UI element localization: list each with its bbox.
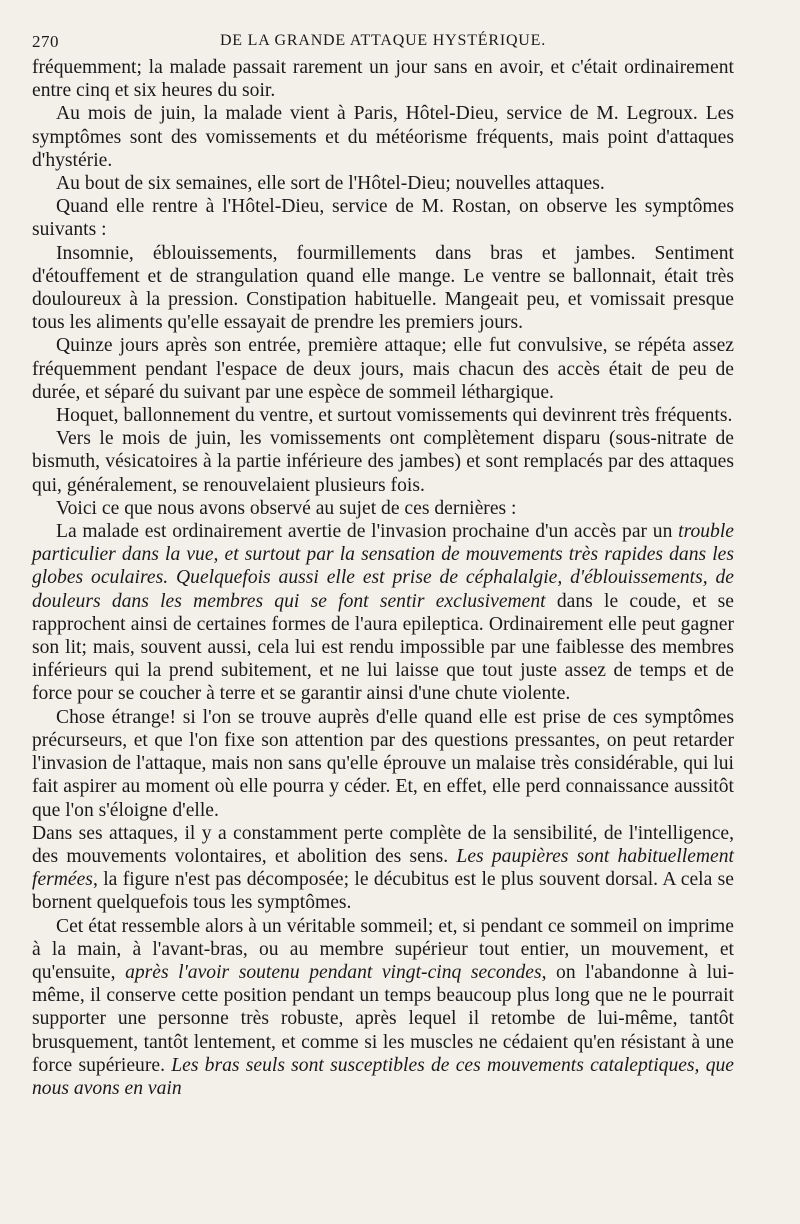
text-run: Hoquet, ballonnement du ventre, et surtout vomissements qui devinrent très fréquents. — [56, 405, 733, 427]
text-run: La malade est ordinairement avertie de l'invasion prochaine d'un accès par un — [56, 521, 679, 543]
paragraph — [32, 56, 734, 102]
text-run: , on l'abandonne à lui-même, il conserve cette position pendant un temps beaucoup plus long que ne le pourrait supporter une personne très robuste, après lequel il retombe de lui-même, tantôt brusquement, tantôt lentement, et comme si les muscles ne cédaient qu'en résistant à une force supérieure. — [32, 961, 734, 1076]
paragraph — [32, 195, 734, 241]
paragraph — [32, 822, 734, 915]
paragraph — [32, 404, 734, 427]
page-number: 270 — [32, 32, 59, 51]
paragraph — [32, 102, 734, 172]
text-run: Au bout de six semaines, elle sort de l'Hôtel-Dieu; nouvelles attaques. — [56, 173, 605, 195]
italic-run: trouble particulier dans la vue, et surtout par la sensation de mouvements très rapides dans les globes oculaires. Quelquefois aussi elle est prise de céphalalgie, d'éblouissements, de douleurs dans les membres qui se font sentir exclusivement — [32, 521, 734, 612]
text-run: , la figure n'est pas décomposée; le décubitus est le plus souvent dorsal. A cela se bornent quelquefois tous les symptômes. — [32, 869, 734, 914]
paragraph — [32, 242, 734, 335]
text-run: Cet état ressemble alors à un véritable sommeil; et, si pendant ce sommeil on imprime à la main, à l'avant-bras, ou au membre supérieur tout entier, un mouvement, et qu'ensuite, — [32, 915, 734, 983]
paragraph — [32, 915, 734, 1101]
italic-run: après l'avoir soutenu pendant vingt-cinq secondes — [125, 961, 542, 983]
paragraph — [32, 497, 734, 520]
running-head — [32, 26, 734, 56]
text-run: Insomnie, éblouissements, fourmillements dans bras et jambes. Sentiment d'étouffement et de strangulation quand elle mange. Le ventre se ballonnait, était très douloureux à la pression. Constipation habituelle. Mangeait peu, et vomissait presque tous les aliments qu'elle essayait de prendre les premiers jours. — [32, 242, 734, 334]
paragraph — [32, 427, 734, 497]
paragraph — [32, 706, 734, 822]
paragraph — [32, 520, 734, 706]
text-run: Chose étrange! si l'on se trouve auprès d'elle quand elle est prise de ces symptômes précurseurs, et que l'on fixe son attention par des questions pressantes, on peut retarder l'invasion de l'attaque, mais non sans qu'elle éprouve un malaise très considérable, qui lui fait aspirer au moment où elle pourra y céder. Et, en effet, elle perd connaissance aussitôt que l'on s'éloigne d'elle. — [32, 706, 734, 821]
text-run: dans le coude, et se rapprochent ainsi de certaines formes de l'aura epileptica. Ordinairement elle peut gagner son lit; mais, souvent aussi, cela lui est rendu impossible par une faiblesse des membres inférieurs qui la prend subitement, et ne lui laisse que tout juste assez de temps et de force pour se coucher à terre et se garantir ainsi d'une chute violente. — [32, 590, 734, 705]
running-title: DE LA GRANDE ATTAQUE HYSTÉRIQUE. — [219, 32, 547, 49]
italic-run: Les paupières sont habituellement fermées — [32, 845, 734, 891]
text-run: Vers le mois de juin, les vomissements ont complètement disparu (sous-nitrate de bismuth, vésicatoires à la partie inférieure des jambes) et sont remplacés par des attaques qui, généralement, se renouvelaient plusieurs fois. — [32, 428, 734, 496]
body-text — [32, 56, 734, 1100]
text-run: Au mois de juin, la malade vient à Paris, Hôtel-Dieu, service de M. Legroux. Les symptômes sont des vomissements et du météorisme fréquents, mais point d'attaques d'hystérie. — [32, 103, 734, 171]
text-run: Dans ses attaques, il y a constamment perte complète de la sensibilité, de l'intelligence, des mouvements volontaires, et abolition des sens. — [32, 822, 734, 867]
italic-run: Les bras seuls sont susceptibles de ces mouvements cataleptiques, que nous avons en vain — [32, 1054, 734, 1099]
text-run: fréquemment; la malade passait rarement un jour sans en avoir, et c'était ordinairement entre cinq et six heures du soir. — [32, 57, 734, 102]
paragraph — [32, 172, 734, 195]
text-run: Voici ce que nous avons observé au sujet de ces dernières : — [56, 497, 517, 519]
text-run: Quinze jours après son entrée, première attaque; elle fut convulsive, se répéta assez fréquemment pendant l'espace de deux jours, mais chacun des accès était de peu de durée, et séparé du suivant par une espèce de sommeil léthargique. — [32, 335, 734, 403]
paragraph — [32, 334, 734, 404]
text-run: Quand elle rentre à l'Hôtel-Dieu, service de M. Rostan, on observe les symptômes suivants : — [32, 196, 734, 241]
